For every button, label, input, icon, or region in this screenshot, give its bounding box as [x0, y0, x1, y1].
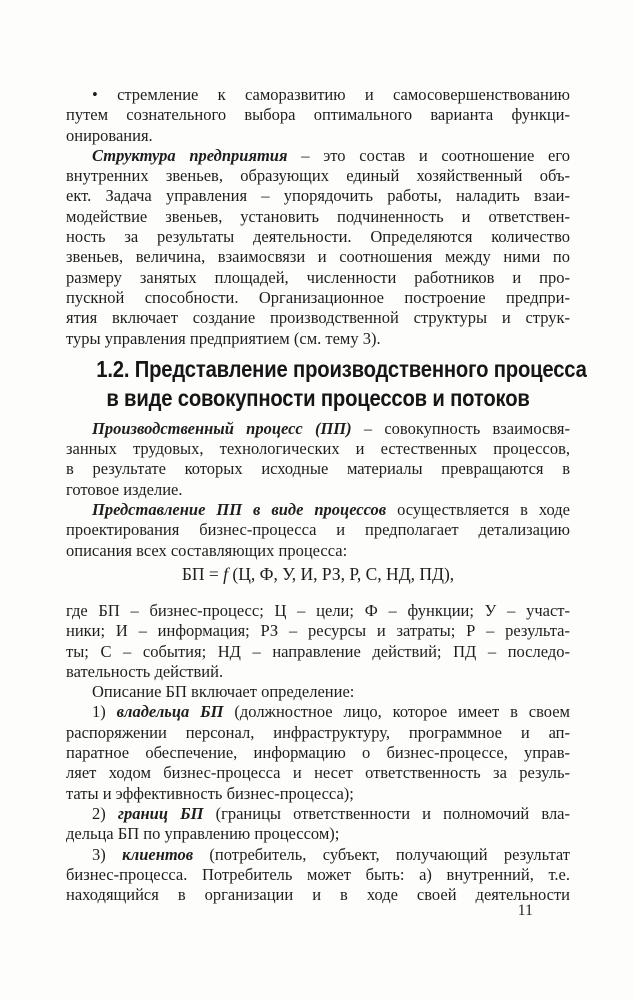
text-line: звеньев, величина, взаимосвязи и соотношения между ними по: [66, 247, 570, 267]
formula-line: БП = f (Ц, Ф, У, И, РЗ, Р, С, НД, ПД),: [181, 563, 455, 584]
section-heading: [66, 355, 587, 413]
text-line: Производственный процесс (ПП) – совокупность взаимосвя-: [92, 418, 570, 438]
text-line: пускной способности. Организационное построение предпри-: [66, 287, 570, 307]
text-line: путем сознательного выбора оптимального варианта функци-: [66, 105, 570, 125]
formula: [66, 563, 570, 585]
text-line: ятия включает создание производственной структуры и струк-: [66, 308, 570, 328]
paragraph: [66, 85, 570, 146]
text-line: где БП – бизнес-процесс; Ц – цели; Ф – функции; У – участ-: [66, 600, 570, 620]
text-line: вательность действий.: [66, 661, 224, 681]
text-line: ники; И – информация; РЗ – ресурсы и затраты; Р – результа-: [66, 621, 570, 641]
paragraph: [66, 146, 570, 349]
text-line: бизнес-процесса. Потребитель может быть: а) внутренний, т.е.: [66, 864, 570, 884]
heading-line: 1.2. Представление производственного процесса: [96, 355, 587, 382]
text-line: 3) клиентов (потребитель, субъект, получающий результат: [92, 844, 570, 864]
text-line: туры управления предприятием (см. тему 3).: [66, 328, 381, 348]
text-line: распоряжении персонал, инфраструктуру, программное и ап-: [66, 722, 570, 742]
text-line: внутренних звеньев, образующих единый хозяйственный объ-: [66, 166, 570, 186]
text-line: 1) владельца БП (должностное лицо, которое имеет в своем: [92, 702, 570, 722]
text-line: 2) границ БП (границы ответственности и полномочий вла-: [92, 803, 570, 823]
heading-line: в виде совокупности процессов и потоков: [106, 384, 530, 411]
paragraph: [66, 804, 570, 845]
text-line: ты; С – события; НД – направление действий; ПД – последо-: [66, 641, 570, 661]
text-line: размеру занятых площадей, численности работников и про-: [66, 267, 570, 287]
text-line: проектирования бизнес-процесса и предполагает детализацию: [66, 520, 570, 540]
text-line: ляет ходом бизнес-процесса и несет ответственность за резуль-: [66, 763, 570, 783]
text-line: дельца БП по управлению процессом);: [66, 824, 340, 844]
text-line: Описание БП включает определение:: [92, 682, 355, 702]
text-block: [66, 85, 587, 905]
text-line: находящийся в организации и в ходе своей деятельности: [66, 885, 570, 905]
text-line: модействие звеньев, установить подчиненность и ответствен-: [66, 206, 570, 226]
text-line: ект. Задача управления – упорядочить работы, наладить взаи-: [66, 186, 570, 206]
paragraph: [66, 500, 570, 561]
text-line: таты и эффективность бизнес-процесса);: [66, 783, 354, 803]
text-line: в результате которых исходные материалы превращаются в: [66, 459, 570, 479]
page-number: 11: [517, 902, 533, 919]
paragraph: [66, 601, 570, 682]
text-line: • стремление к саморазвитию и самосовершенствованию: [92, 85, 570, 104]
text-line: паратное обеспечение, информацию о бизнес-процессе, управ-: [66, 743, 570, 763]
paragraph: [66, 682, 570, 702]
text-line: ность за результаты деятельности. Определяются количество: [66, 227, 570, 247]
text-line: готовое изделие.: [66, 479, 183, 499]
text-line: занных трудовых, технологических и естественных процессов,: [66, 439, 570, 459]
text-line: описания всех составляющих процесса:: [66, 540, 348, 560]
paragraph: [66, 419, 570, 500]
text-line: Структура предприятия – это состав и соотношение его: [92, 145, 570, 165]
text-line: онирования.: [66, 125, 153, 145]
paragraph: [66, 702, 570, 803]
text-line: Представление ПП в виде процессов осуществляется в ходе: [92, 500, 570, 520]
paragraph: [66, 845, 570, 906]
